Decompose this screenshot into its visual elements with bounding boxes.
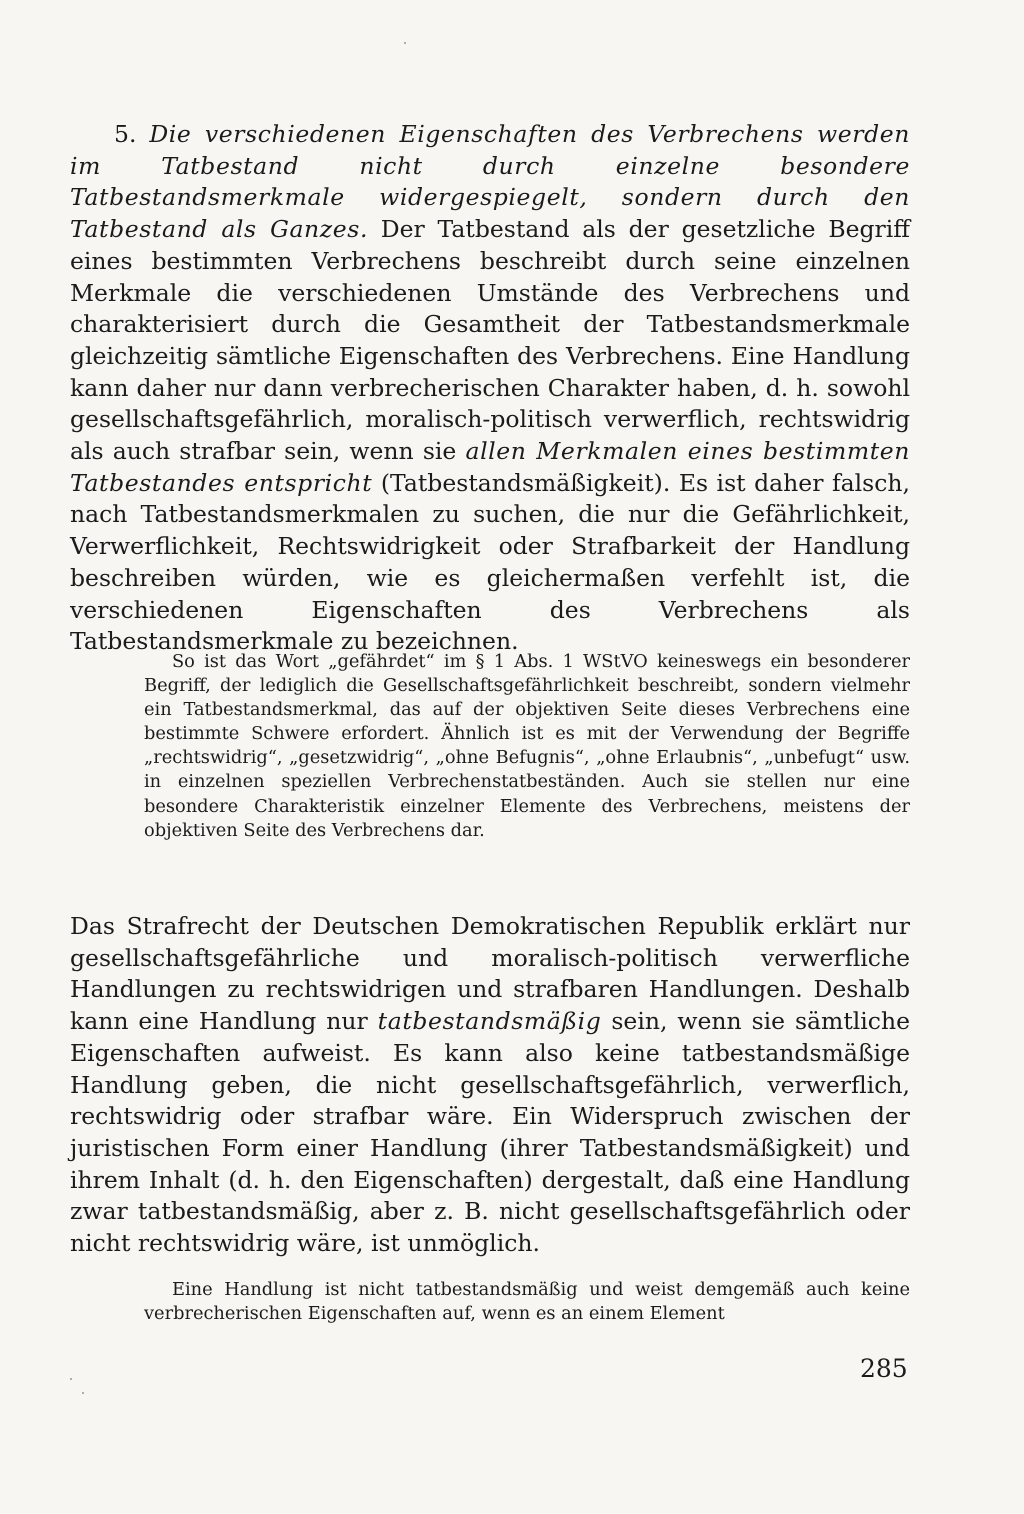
small-print-note-2 — [144, 1278, 910, 1326]
paragraph-body-continued: sein, wenn sie sämtliche Eigenschaften aufweist. Es kann also keine tatbestandsmäßige Handlung geben, die nicht gesellschaftsgefährlich, verwerflich, rechtswidrig oder strafbar wäre. Ein Widerspruch zwischen der juristischen Form einer Handlung (ihrer Tatbestandsmäßigkeit) und ihrem Inhalt (d. h. den Eigenschaften) dergestalt, daß eine Handlung zwar tatbestandsmäßig, aber z. B. nicht gesellschaftsgefährlich oder nicht rechtswidrig wäre, ist unmöglich. — [70, 1007, 910, 1258]
paragraph-number: 5. — [114, 120, 137, 148]
paragraph-main-2 — [70, 911, 910, 1260]
italic-emphasis: allen Merkmalen eines bestimmten Tatbestandes entspricht — [70, 437, 910, 497]
print-speck — [70, 1378, 72, 1380]
paragraph-body-continued: (Tatbestandsmäßigkeit). Es ist daher falsch, nach Tatbestandsmerkmalen zu suchen, die nur die Gefährlichkeit, Verwerflichkeit, Rechtswidrigkeit oder Strafbarkeit der Handlung beschreiben würden, wie es gleichermaßen verfehlt ist, die verschiedenen Eigenschaften des Verbrechens als Tatbestandsmerkmale zu bezeichnen. — [70, 468, 910, 656]
paragraph-2-text — [70, 911, 910, 1260]
paragraph-5-text — [70, 119, 910, 658]
paragraph-5 — [70, 119, 910, 658]
print-speck — [82, 1392, 84, 1394]
italic-thesis: Die verschiedenen Eigenschaften des Verbrechens werden im Tatbestand nicht durch einzelne besondere Tatbestandsmerkmale widergespiegelt, sondern durch den Tatbestand als Ganzes. — [70, 120, 910, 244]
note-text: So ist das Wort „gefährdet“ im § 1 Abs. 1 WStVO keineswegs ein besonderer Begriff, der lediglich die Gesellschaftsgefährlichkeit beschreibt, sondern vielmehr ein Tatbestandsmerkmal, das auf der objektiven Seite dieses Verbrechens eine bestimmte Schwere erfordert. Ähnlich ist es mit der Verwendung der Begriffe „rechtswidrig“, „gesetzwidrig“, „ohne Befugnis“, „ohne Erlaubnis“, „unbefugt“ usw. in einzelnen speziellen Verbrechenstatbeständen. Auch sie stellen nur eine besondere Charakteristik einzelner Elemente des Verbrechens, meistens der objektiven Seite des Verbrechens dar. — [144, 651, 910, 841]
small-print-note-1 — [144, 650, 910, 843]
print-speck — [404, 42, 406, 44]
note-text: Eine Handlung ist nicht tatbestandsmäßig und weist demgemäß auch keine verbrecherischen Eigenschaften auf, wenn es an einem Element — [144, 1279, 910, 1325]
italic-emphasis: tatbestandsmäßig — [377, 1007, 602, 1036]
page-number: 285 — [860, 1354, 908, 1383]
paragraph-body: Der Tatbestand als der gesetzliche Begriff eines bestimmten Verbrechens beschreibt durch seine einzelnen Merkmale die verschiedenen Umstände des Verbrechens und charakterisiert durch die Gesamtheit der Tatbestandsmerkmale gleichzeitig sämtliche Eigenschaften des Verbrechens. Eine Handlung kann daher nur dann verbrecherischen Charakter haben, d. h. sowohl gesellschaftsgefährlich, moralisch-politisch verwerflich, rechtswidrig als auch strafbar sein, wenn sie — [70, 215, 910, 466]
paragraph-body: Das Strafrecht der Deutschen Demokratischen Republik erklärt nur gesellschaftsgefährliche und moralisch-politisch verwerfliche Handlungen zu rechtswidrigen und strafbaren Handlungen. Deshalb kann eine Handlung nur — [70, 912, 910, 1036]
